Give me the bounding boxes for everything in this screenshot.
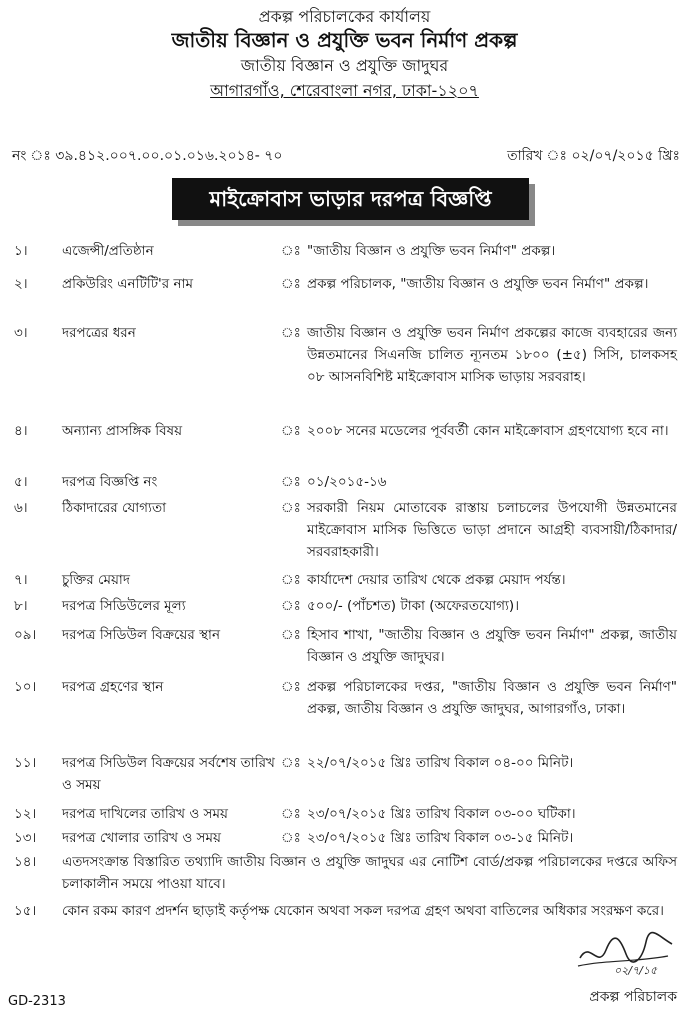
item-number: ৪। [14, 423, 28, 439]
item-number: ৮। [14, 598, 28, 614]
signature-date: ০২/৭/১৫ [614, 964, 658, 975]
item-number: ১৪। [14, 854, 37, 870]
item-colon: ঃ [281, 572, 301, 588]
item-label: চুক্তির মেয়াদ [62, 572, 130, 588]
item-label: দরপত্র খোলার তারিখ ও সময় [62, 830, 221, 846]
item-label: দরপত্র বিজ্ঞপ্তি নং [62, 474, 158, 490]
item-value: ২৩/০৭/২০১৫ খ্রিঃ তারিখ বিকাল ০৩-১৫ মিনিট। [307, 830, 574, 846]
item-label: এজেন্সী/প্রতিষ্ঠান [62, 243, 154, 259]
signature-mark [576, 930, 676, 975]
item-value: ২২/০৭/২০১৫ খ্রিঃ তারিখ বিকাল ০৪-০০ মিনিট। [307, 755, 574, 771]
item-number: ১২। [14, 806, 37, 822]
footer-code: GD-2313 [8, 994, 66, 1009]
item-value: জাতীয় বিজ্ঞান ও প্রযুক্তি ভবন নির্মাণ প্রকল্পের কাজে ব্যবহারের জন্য উন্নতমানের সিএনজি চালিত ন্যূনতম ১৮০০ (±৫) সিসি, চালকসহ ০৮ আসনবিশিষ্ট মাইক্রোবাস মাসিক ভাড়ায় সরবরাহ। [307, 325, 677, 385]
item-number: ৩। [14, 325, 28, 341]
memo-number: নং ঃ ৩৯.৪১২.০০৭.০০.০১.০১৬.২০১৪- ৭০ [12, 148, 283, 164]
memo-line [12, 144, 680, 168]
item-value: ২০০৮ সনের মডেলের পূর্ববর্তী কোন মাইক্রোবাস গ্রহণযোগ্য হবে না। [307, 423, 669, 439]
item-value: প্রকল্প পরিচালক, "জাতীয় বিজ্ঞান ও প্রযুক্তি ভবন নির্মাণ" প্রকল্প। [307, 276, 649, 292]
item-number: ১। [14, 243, 28, 259]
item-number: ৬। [14, 500, 28, 516]
item-value: হিসাব শাখা, "জাতীয় বিজ্ঞান ও প্রযুক্তি ভবন নির্মাণ" প্রকল্প, জাতীয় বিজ্ঞান ও প্রযুক্তি জাদুঘর। [307, 627, 677, 665]
item-colon: ঃ [281, 830, 301, 846]
item-colon: ঃ [281, 276, 301, 292]
museum-name: জাতীয় বিজ্ঞান ও প্রযুক্তি জাদুঘর [240, 56, 449, 75]
item-label: ঠিকাদারের যোগ্যতা [62, 500, 166, 516]
item-value: ৫০০/- (পাঁচশত) টাকা (অফেরতযোগ্য)। [307, 598, 520, 614]
item-colon: ঃ [281, 806, 301, 822]
item-number: ১১। [14, 755, 37, 771]
item-number: ১৫। [14, 903, 37, 919]
item-colon: ঃ [281, 423, 301, 439]
item-number: ১৩। [14, 830, 37, 846]
item-value: "জাতীয় বিজ্ঞান ও প্রযুক্তি ভবন নির্মাণ" প্রকল্প। [307, 243, 556, 259]
memo-date: তারিখ ঃ ০২/০৭/২০১৫ খ্রিঃ [507, 148, 680, 164]
signer-designation: প্রকল্প পরিচালক [589, 989, 677, 1005]
item-label: দরপত্র সিডিউল বিক্রয়ের স্থান [62, 627, 221, 643]
item-label: দরপত্র সিডিউল বিক্রয়ের সর্বশেষ তারিখ ও সময় [62, 755, 275, 793]
item-label: দরপত্র গ্রহণের স্থান [62, 679, 164, 695]
item-label: অন্যান্য প্রাসঙ্গিক বিষয় [62, 423, 183, 439]
item-label: দরপত্র দাখিলের তারিখ ও সময় [62, 806, 228, 822]
item-colon: ঃ [281, 243, 301, 259]
item-text: কোন রকম কারণ প্রদর্শন ছাড়াই কর্তৃপক্ষ যেকোন অথবা সকল দরপত্র গ্রহণ অথবা বাতিলের অধিকার সংরক্ষণ করে। [62, 903, 664, 919]
item-number: ০৯। [14, 627, 37, 643]
item-value: কার্যাদেশ দেয়ার তারিখ থেকে প্রকল্প মেয়াদ পর্যন্ত। [307, 572, 566, 588]
item-colon: ঃ [281, 325, 301, 341]
project-title: জাতীয় বিজ্ঞান ও প্রযুক্তি ভবন নির্মাণ প্রকল্প [171, 28, 518, 52]
item-number: ১০। [14, 679, 37, 695]
item-number: ২। [14, 276, 28, 292]
item-text: এতদসংক্রান্ত বিস্তারিত তথ্যাদি জাতীয় বিজ্ঞান ও প্রযুক্তি জাদুঘর এর নোটিশ বোর্ড/প্রকল্প পরিচালকের দপ্তরে অফিস চলাকালীন সময়ে পাওয়া যাবে। [62, 854, 677, 892]
item-number: ৫। [14, 474, 28, 490]
item-value: ২৩/০৭/২০১৫ খ্রিঃ তারিখ বিকাল ০৩-০০ ঘটিকা। [307, 806, 576, 822]
item-value: প্রকল্প পরিচালকের দপ্তর, "জাতীয় বিজ্ঞান ও প্রযুক্তি ভবন নির্মাণ" প্রকল্প, জাতীয় বিজ্ঞান ও প্রযুক্তি জাদুঘর, আগারগাঁও, ঢাকা। [307, 679, 677, 717]
item-colon: ঃ [281, 627, 301, 643]
item-value: সরকারী নিয়ম মোতাবেক রাস্তায় চলাচলের উপযোগী উন্নতমানের মাইক্রোবাস মাসিক ভিত্তিতে ভাড়া প্রদানে আগ্রহী ব্যবসায়ী/ঠিকাদার/সরবরাহকারী। [307, 500, 677, 560]
item-number: ৭। [14, 572, 28, 588]
address: আগারগাঁও, শেরেবাংলা নগর, ঢাকা-১২০৭ [210, 81, 479, 100]
item-colon: ঃ [281, 500, 301, 516]
item-colon: ঃ [281, 755, 301, 771]
item-label: দরপত্র সিডিউলের মূল্য [62, 598, 186, 614]
item-label: প্রকিউরিং এনটিটি'র নাম [62, 276, 193, 292]
notice-title: মাইক্রোবাস ভাড়ার দরপত্র বিজ্ঞপ্তি [172, 178, 529, 220]
item-colon: ঃ [281, 598, 301, 614]
item-colon: ঃ [281, 679, 301, 695]
item-label: দরপত্রের ধরন [62, 325, 136, 341]
item-colon: ঃ [281, 474, 301, 490]
office-heading: প্রকল্প পরিচালকের কার্যালয় [258, 7, 431, 26]
item-value: ০১/২০১৫-১৬ [307, 474, 387, 490]
